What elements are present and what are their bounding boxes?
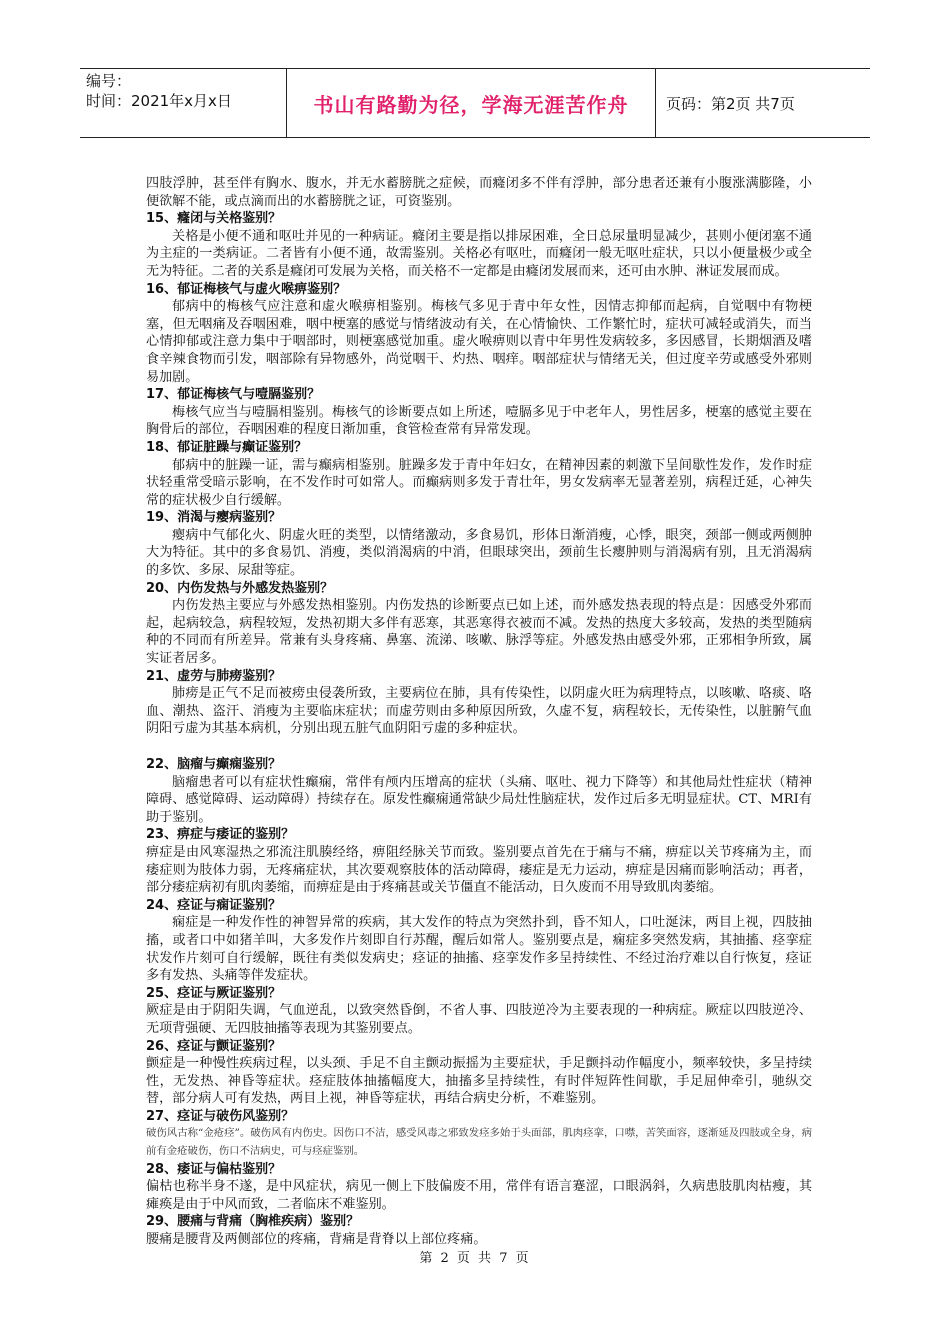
section-heading: 16、郁证梅核气与虚火喉痹鉴别？ [146, 281, 347, 297]
section-paragraph: 脑瘤患者可以有症状性癫痫，常伴有颅内压增高的症状（头痛、呕吐、视力下降等）和其他局灶性症状（精神障碍、感觉障碍、运动障碍）持续存在。原发性癫痫通常缺少局灶性脑症状，发作过后多无明显症状。CT、MRI有助于鉴别。 [146, 774, 812, 825]
section-heading: 25、痉证与厥证鉴别？ [146, 985, 282, 1001]
section-heading: 21、虚劳与肺痨鉴别？ [146, 668, 282, 684]
section-spacer [146, 738, 812, 756]
header-motto: 书山有路勤为径，学海无涯苦作舟 [313, 92, 629, 117]
section-heading: 18、郁证脏躁与癫证鉴别？ [146, 439, 308, 455]
section-heading: 27、痉证与破伤风鉴别？ [146, 1108, 295, 1124]
section-paragraph: 痹症是由风寒湿热之邪流注肌腠经络，痹阻经脉关节而致。鉴别要点首先在于痛与不痛，痹症以关节疼痛为主，而痿症则为肢体力弱，无疼痛症状，其次要观察肢体的活动障碍，痿症是无力运动，痹症是因痛而影响活动；再者，部分痿症病初有肌肉萎缩，而痹症是由于疼痛甚或关节僵直不能活动，日久废而不用导致肌肉萎缩。 [146, 844, 812, 896]
intro-paragraph: 四肢浮肿，甚至伴有胸水、腹水，并无水蓄膀胱之症候，而癃闭多不伴有浮肿，部分患者还兼有小腹涨满膨隆，小便欲解不能，或点滴而出的水蓄膀胱之证，可资鉴别。 [146, 176, 812, 209]
section-heading: 23、痹症与痿证的鉴别？ [146, 827, 295, 843]
section-paragraph: 腰痛是腰背及两侧部位的疼痛，背痛是背脊以上部位疼痛。 [146, 1232, 487, 1248]
section-paragraph: 梅核气应当与噎膈相鉴别。梅核气的诊断要点如上所述，噎膈多见于中老年人，男性居多，梗塞的感觉主要在胸骨后的部位，吞咽困难的程度日渐加重，食管检查常有异常发现。 [146, 404, 812, 438]
section-paragraph: 厥症是由于阴阳失调，气血逆乱，以致突然昏倒，不省人事、四肢逆冷为主要表现的一种病症。厥症以四肢逆冷、无项背强硬、无四肢抽搐等表现为其鉴别要点。 [146, 1003, 812, 1036]
section-heading: 17、郁证梅核气与噎膈鉴别？ [146, 387, 321, 403]
section-heading: 15、癃闭与关格鉴别？ [146, 211, 282, 227]
header-page-info: 页码：第2页 共7页 [666, 94, 795, 113]
section-heading: 24、痉证与痫证鉴别？ [146, 897, 282, 913]
section-heading: 22、脑瘤与癫痫鉴别？ [146, 757, 282, 772]
section-paragraph: 肺痨是正气不足而被痨虫侵袭所致，主要病位在肺，具有传染性，以阴虚火旺为病理特点，以咳嗽、咯痰、咯血、潮热、盗汗、消瘦为主要临床症状；而虚劳则由多种原因所致，久虚不复，病程较长，无传染性，以脏腑气血阴阳亏虚为其基本病机，分别出现五脏气血阴阳亏虚的多种症状。 [146, 686, 812, 737]
section-paragraph: 颤症是一种慢性疾病过程，以头颈、手足不自主颤动振摇为主要症状，手足颤抖动作幅度小，频率较快，多呈持续性，无发热、神昏等症状。痉症肢体抽搐幅度大，抽搐多呈持续性，有时伴短阵性间歇，手足屈伸牵引，驰纵交替，部分病人可有发热，两目上视，神昏等症状，再结合病史分析，不难鉴别。 [146, 1056, 812, 1107]
section-heading: 19、消渴与瘿病鉴别？ [146, 510, 282, 526]
page-footer: 第 2 页 共 7 页 [419, 1251, 531, 1266]
section-paragraph: 关格是小便不通和呕吐并见的一种病证。癃闭主要是指以排尿困难，全日总尿量明显减少，甚则小便闭塞不通为主症的一类病证。二者皆有小便不通，故需鉴别。关格必有呕吐，而癃闭一般无呕吐症状，只以小便量极少或全无为特征。二者的关系是癃闭可发展为关格，而关格不一定都是由癃闭发展而来，还可由水肿、淋证发展而成。 [146, 228, 812, 279]
section-paragraph: 内伤发热主要应与外感发热相鉴别。内伤发热的诊断要点已如上述，而外感发热表现的特点是：因感受外邪而起，起病较急，病程较短，发热初期大多伴有恶寒，其恶寒得衣被而不减。发热的热度大多较高，发热的类型随病种的不同而有所差异。常兼有头身疼痛、鼻塞、流涕、咳嗽、脉浮等症。外感发热由感受外邪，正邪相争所致，属实证者居多。 [146, 598, 812, 667]
section-paragraph: 痫症是一种发作性的神智异常的疾病，其大发作的特点为突然扑到，昏不知人，口吐涎沫，两目上视，四肢抽搐，或者口中如猪羊叫，大多发作片刻即自行苏醒，醒后如常人。鉴别要点是，痫症多突然发病，其抽搐、痉挛症状发作片刻可自行缓解，既往有类似发病史；痉证的抽搐、痉挛发作多呈持续性、不经过治疗难以自行恢复，痉证多有发热、头痛等伴发症状。 [146, 915, 812, 984]
document-number-label: 编号： [86, 72, 132, 90]
section-heading: 26、痉证与颤证鉴别？ [146, 1038, 282, 1054]
section-heading: 29、腰痛与背痛（胸椎疾病）鉴别？ [146, 1214, 360, 1230]
section-paragraph: 瘿病中气郁化火、阴虚火旺的类型，以情绪激动，多食易饥，形体日渐消瘦，心悸，眼突，颈部一侧或两侧肿大为特征。其中的多食易饥、消瘦，类似消渴病的中消，但眼球突出，颈前生长瘿肿则与消渴病有别，且无消渴病的多饮、多尿、尿甜等症。 [146, 527, 812, 579]
header-meta [86, 71, 286, 135]
section-paragraph: 破伤风古称“金疮痉”。破伤风有内伤史。因伤口不洁，感受风毒之邪致发痉多始于头面部，肌肉痉挛，口噤，苦笑面容，逐渐延及四肢或全身，病前有金疮破伤，伤口不洁病史，可与痉症鉴别。 [146, 1127, 812, 1158]
page-header [80, 68, 870, 138]
header-divider-right [655, 69, 656, 137]
section-paragraph: 郁病中的梅核气应注意和虚火喉痹相鉴别。梅核气多见于青中年女性，因情志抑郁而起病，自觉咽中有物梗塞，但无咽痛及吞咽困难，咽中梗塞的感觉与情绪波动有关，在心情愉快、工作繁忙时，症状可减轻或消失，而当心情抑郁或注意力集中于咽部时，则梗塞感觉加重。虚火喉痹则以青中年男性发病较多，多因感冒，长期烟酒及嗜食辛辣食物而引发，咽部除有异物感外，尚觉咽干、灼热、咽痒。咽部症状与情绪无关，但过度辛劳或感受外邪则易加剧。 [146, 299, 812, 385]
section-heading: 20、内伤发热与外感发热鉴别？ [146, 580, 334, 596]
document-date-label: 时间：2021年x月x日 [86, 92, 232, 110]
section-paragraph: 偏枯也称半身不遂，是中风症状，病见一侧上下肢偏废不用，常伴有语言蹇涩，口眼涡斜，久病患肢肌肉枯瘦，其瘫痪是由于中风而致，二者临床不难鉴别。 [146, 1179, 812, 1212]
document-body [146, 175, 812, 1249]
section-heading: 28、痿证与偏枯鉴别？ [146, 1161, 282, 1177]
section-paragraph: 郁病中的脏躁一证，需与癫病相鉴别。脏躁多发于青中年妇女，在精神因素的刺激下呈间歇性发作，发作时症状轻重常受暗示影响，在不发作时可如常人。而癫病则多发于青壮年，男女发病率无显著差别，病程迁延，心神失常的症状极少自行缓解。 [146, 457, 812, 508]
